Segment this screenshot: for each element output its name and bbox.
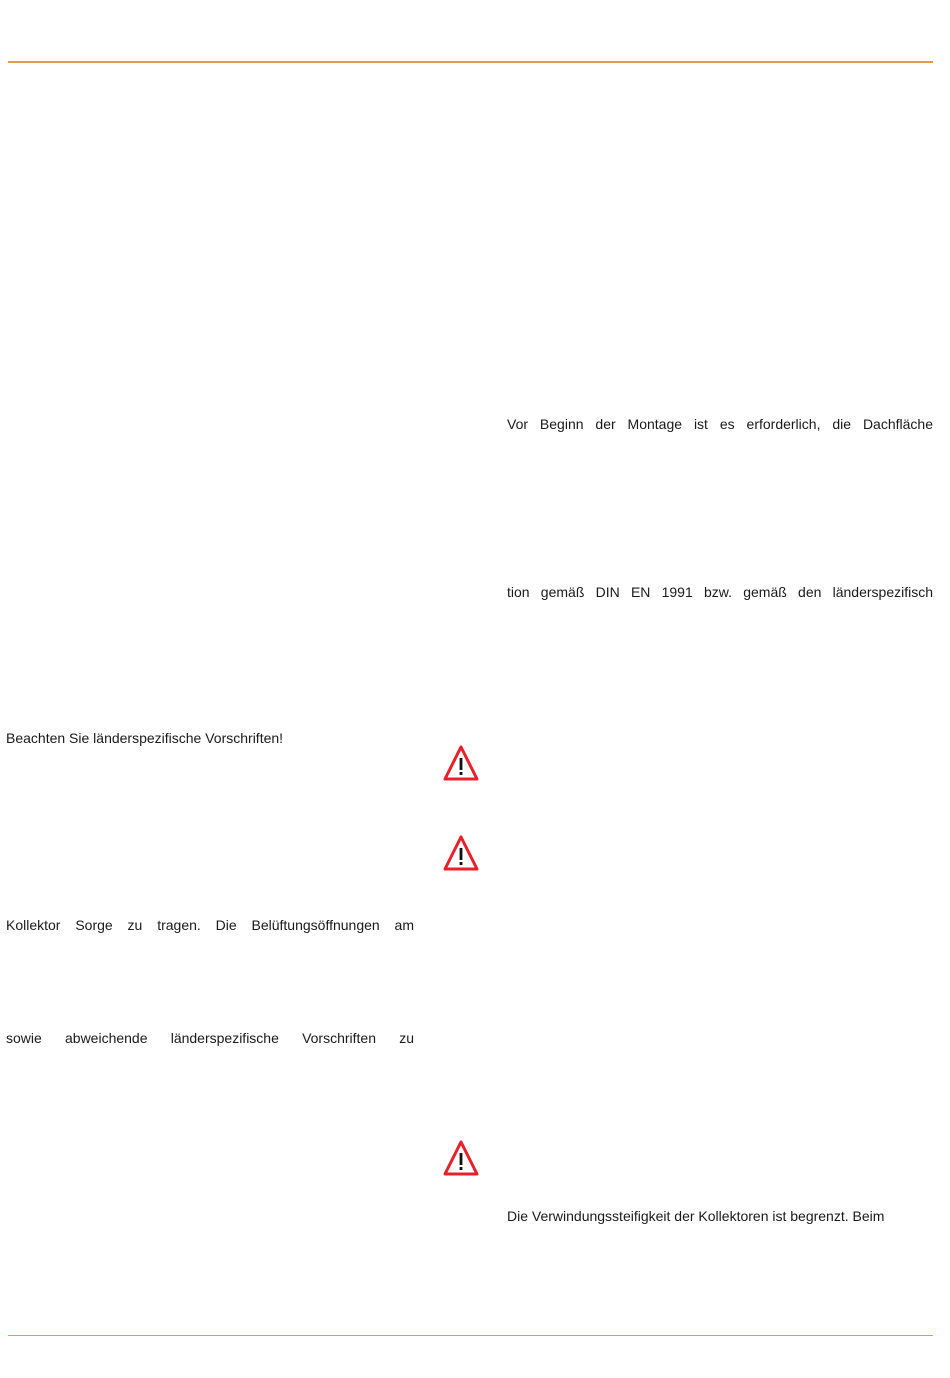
- warning-triangle-icon: [443, 745, 479, 781]
- left-text-line-3: sowie abweichende länderspezifische Vorschriften zu: [6, 1030, 414, 1046]
- warning-triangle-icon: [443, 835, 479, 871]
- footer-rule: [8, 1335, 933, 1336]
- warning-triangle-icon: [443, 1140, 479, 1176]
- right-text-line-2: tion gemäß DIN EN 1991 bzw. gemäß den länderspezifisch: [507, 584, 933, 600]
- header-rule: [8, 61, 933, 63]
- right-text-line-3: Die Verwindungssteifigkeit der Kollektoren ist begrenzt. Beim: [507, 1208, 885, 1224]
- left-text-line-2: Kollektor Sorge zu tragen. Die Belüftungsöffnungen am: [6, 917, 414, 933]
- left-text-line-1: Beachten Sie länderspezifische Vorschriften!: [6, 730, 284, 746]
- right-text-line-1: Vor Beginn der Montage ist es erforderlich, die Dachfläche: [507, 416, 933, 432]
